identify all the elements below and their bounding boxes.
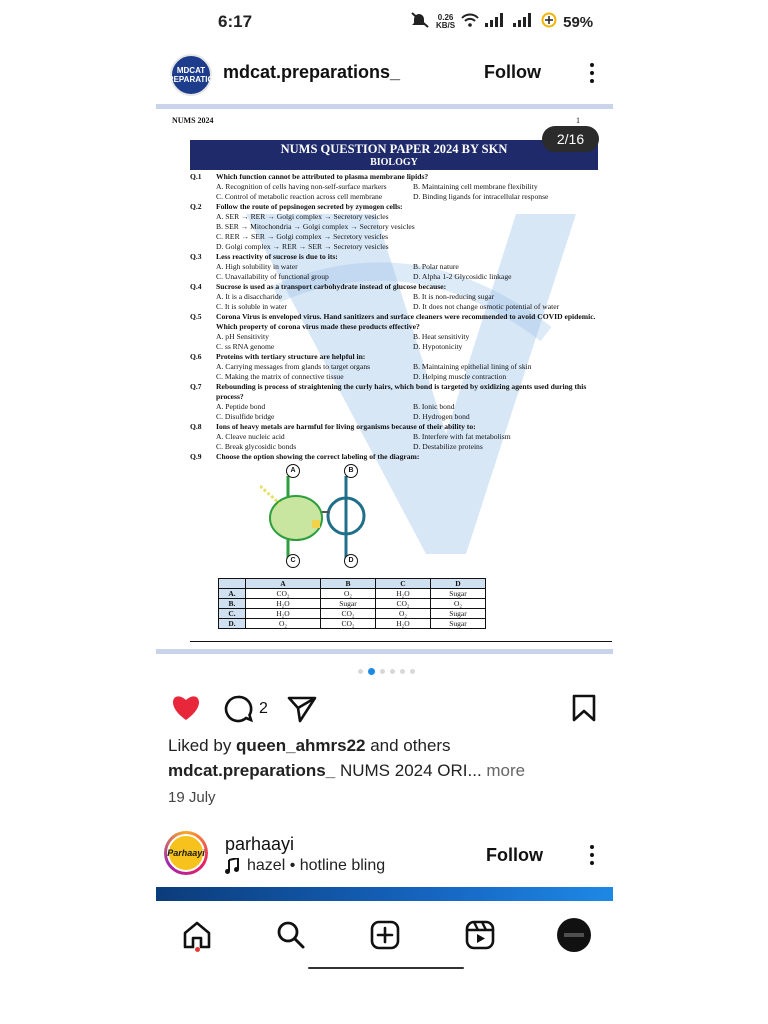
share-send-icon[interactable] bbox=[287, 695, 317, 728]
answer-table bbox=[218, 578, 486, 629]
question-text: Which function cannot be attributed to plasma membrane lipids? bbox=[216, 172, 429, 181]
question-list bbox=[190, 172, 610, 462]
table-row bbox=[219, 589, 486, 599]
answer-table-body bbox=[219, 589, 486, 629]
question-options bbox=[216, 292, 610, 312]
option-text: C. Break glycosidic bonds bbox=[216, 442, 297, 451]
question-number: Q.4 bbox=[190, 282, 202, 291]
likes-summary[interactable] bbox=[168, 736, 451, 756]
liked-user[interactable]: queen_ahmrs22 bbox=[236, 736, 366, 755]
carousel-dot bbox=[400, 669, 405, 674]
answer-table-header bbox=[219, 579, 486, 589]
table-cell: CO₂ bbox=[321, 609, 376, 619]
status-time: 6:17 bbox=[218, 12, 253, 31]
question-text: Less reactivity of sucrose is due to its: bbox=[216, 252, 338, 261]
option-text: A. It is a disaccharide bbox=[216, 292, 282, 301]
carousel-dot bbox=[390, 669, 395, 674]
table-cell: O₂ bbox=[321, 589, 376, 599]
question-item bbox=[190, 282, 610, 312]
question-item bbox=[190, 382, 610, 422]
table-header-cell: C bbox=[376, 579, 431, 589]
post-date: 19 July bbox=[168, 789, 216, 806]
option-text: D. Destabilize proteins bbox=[413, 442, 483, 451]
table-row-label: C. bbox=[219, 609, 246, 619]
mute-icon bbox=[410, 12, 430, 32]
network-speed bbox=[436, 14, 455, 30]
option-text: A. Carrying messages from glands to target organs bbox=[216, 362, 371, 371]
signal-icon bbox=[485, 13, 507, 31]
table-cell: CO₂ bbox=[321, 619, 376, 629]
paper-subject: BIOLOGY bbox=[370, 157, 418, 168]
diagram-label-b: B bbox=[344, 464, 358, 478]
question-options bbox=[216, 362, 610, 382]
question-item bbox=[190, 352, 610, 382]
question-number: Q.5 bbox=[190, 312, 202, 321]
home-notification-dot bbox=[195, 947, 200, 952]
table-cell: H₂O bbox=[246, 609, 321, 619]
table-cell: Sugar bbox=[321, 599, 376, 609]
table-cell: O₂ bbox=[246, 619, 321, 629]
option-text: C. Control of metabolic reaction across cell membrane bbox=[216, 192, 383, 201]
table-cell: Sugar bbox=[431, 619, 486, 629]
caption-more-link[interactable]: more bbox=[481, 761, 526, 780]
image-border-top bbox=[156, 104, 613, 109]
post-image[interactable] bbox=[156, 104, 613, 654]
next-author-avatar[interactable] bbox=[164, 831, 208, 875]
option-text: B. Ionic bond bbox=[413, 402, 455, 411]
question-text: Rebounding is process of straightening the curly hairs, which bond is targeted by oxidizing agents used during this process? bbox=[216, 382, 587, 401]
table-cell: O₂ bbox=[376, 609, 431, 619]
question-options bbox=[216, 432, 610, 452]
carousel-dot bbox=[368, 668, 375, 675]
photosynthesis-diagram bbox=[260, 468, 388, 568]
question-text: Ions of heavy metals are harmful for living organisms because of their ability to: bbox=[216, 422, 476, 431]
question-item bbox=[190, 312, 610, 352]
wifi-icon bbox=[461, 13, 479, 31]
bottom-navigation bbox=[0, 905, 768, 965]
carousel-dot bbox=[358, 669, 363, 674]
next-post-image-preview[interactable] bbox=[156, 887, 613, 901]
next-audio-track[interactable] bbox=[225, 857, 385, 875]
option-text: A. Peptide bond bbox=[216, 402, 266, 411]
battery-level: 59% bbox=[563, 13, 594, 31]
status-icons bbox=[410, 12, 593, 32]
option-text: B. Maintaining cell membrane flexibility bbox=[413, 182, 538, 191]
author-avatar[interactable] bbox=[162, 54, 220, 96]
table-row bbox=[219, 619, 486, 629]
question-options bbox=[216, 212, 610, 252]
option-text: D. Binding ligands for intracellular response bbox=[413, 192, 549, 201]
audio-title: hazel • hotline bling bbox=[247, 857, 386, 874]
search-icon[interactable] bbox=[273, 917, 309, 953]
question-text: Proteins with tertiary structure are helpful in: bbox=[216, 352, 366, 361]
option-text: C. Making the matrix of connective tissue bbox=[216, 372, 344, 381]
carousel-dots bbox=[358, 668, 415, 675]
author-name[interactable]: mdcat.preparations_ bbox=[223, 62, 401, 82]
option-text: D. Golgi complex → RER → SER → Secretory vesicles bbox=[216, 242, 389, 251]
table-header-cell: A bbox=[246, 579, 321, 589]
table-row bbox=[219, 599, 486, 609]
comment-button[interactable] bbox=[223, 694, 268, 724]
comment-count: 2 bbox=[259, 700, 268, 717]
image-border-bottom bbox=[156, 649, 613, 654]
question-number: Q.8 bbox=[190, 422, 202, 431]
question-options bbox=[216, 402, 610, 422]
table-header-cell: D bbox=[431, 579, 486, 589]
question-item bbox=[190, 202, 610, 252]
option-text: C. Disulfide bridge bbox=[216, 412, 275, 421]
table-cell: Sugar bbox=[431, 589, 486, 599]
carousel-dot bbox=[380, 669, 385, 674]
create-icon[interactable] bbox=[367, 917, 403, 953]
option-text: B. Polar nature bbox=[413, 262, 459, 271]
net-rate: 0.26 bbox=[437, 13, 454, 22]
post-caption[interactable] bbox=[168, 761, 525, 781]
table-header-cell: B bbox=[321, 579, 376, 589]
avatar-text: MDCAT PREPARATION bbox=[162, 66, 220, 84]
table-cell: H₂O bbox=[376, 619, 431, 629]
liked-suffix: and others bbox=[365, 736, 451, 755]
option-text: A. High solubility in water bbox=[216, 262, 298, 271]
home-indicator[interactable] bbox=[308, 967, 464, 969]
option-text: B. Heat sensitivity bbox=[413, 332, 470, 341]
question-number: Q.6 bbox=[190, 352, 202, 361]
table-row-label: D. bbox=[219, 619, 246, 629]
follow-button[interactable]: Follow bbox=[484, 62, 541, 82]
table-cell: CO₂ bbox=[376, 599, 431, 609]
status-bar bbox=[0, 0, 768, 46]
caption-author[interactable]: mdcat.preparations_ bbox=[168, 761, 336, 780]
music-note-icon bbox=[225, 858, 239, 874]
question-text: Follow the route of pepsinogen secreted by zymogen cells: bbox=[216, 202, 403, 211]
carousel-counter: 2/16 bbox=[542, 126, 599, 152]
option-text: C. It is soluble in water bbox=[216, 302, 287, 311]
comment-icon bbox=[223, 694, 253, 724]
question-text: Choose the option showing the correct labeling of the diagram: bbox=[216, 452, 420, 461]
table-row-label: A. bbox=[219, 589, 246, 599]
paper-page-number: 1 bbox=[576, 116, 580, 125]
net-unit: KB/S bbox=[436, 21, 456, 30]
option-text: A. Cleave nucleic acid bbox=[216, 432, 285, 441]
reels-icon[interactable] bbox=[462, 917, 498, 953]
option-text: D. Hydrogen bond bbox=[413, 412, 470, 421]
option-text: B. SER → Mitochondria → Golgi complex → Secretory vesicles bbox=[216, 222, 415, 231]
paper-head: NUMS 2024 bbox=[172, 116, 214, 125]
option-text: B. Interfere with fat metabolism bbox=[413, 432, 511, 441]
table-cell: Sugar bbox=[431, 609, 486, 619]
option-text: B. It is non-reducing sugar bbox=[413, 292, 495, 301]
option-text: A. pH Sensitivity bbox=[216, 332, 269, 341]
question-text: Corona Virus is enveloped virus. Hand sanitizers and surface cleaners were recommended to avoid COVID epidemic. Which property of corona virus made these products effective? bbox=[216, 312, 596, 331]
table-corner bbox=[219, 579, 246, 589]
diagram-label-d: D bbox=[344, 554, 358, 568]
diagram-label-a: A bbox=[286, 464, 300, 478]
option-text: D. Alpha 1-2 Glycosidic linkage bbox=[413, 272, 512, 281]
paper-divider bbox=[190, 641, 612, 642]
option-text: D. Helping muscle contraction bbox=[413, 372, 507, 381]
question-item bbox=[190, 252, 610, 282]
option-text: C. RER → SER → Golgi complex → Secretory vesicles bbox=[216, 232, 389, 241]
question-item bbox=[190, 422, 610, 452]
battery-saver-icon bbox=[541, 12, 557, 32]
option-text: A. SER → RER → Golgi complex → Secretory vesicles bbox=[216, 212, 389, 221]
question-item bbox=[190, 172, 610, 202]
caption-text: NUMS 2024 ORI... bbox=[335, 761, 482, 780]
question-number: Q.9 bbox=[190, 452, 202, 461]
question-number: Q.2 bbox=[190, 202, 202, 211]
table-cell: H₂O bbox=[376, 589, 431, 599]
question-number: Q.1 bbox=[190, 172, 202, 181]
table-cell: H₂O bbox=[246, 599, 321, 609]
next-follow-button[interactable]: Follow bbox=[486, 845, 543, 865]
more-options-icon[interactable] bbox=[590, 63, 594, 87]
profile-avatar[interactable] bbox=[556, 917, 592, 953]
question-text: Sucrose is used as a transport carbohydrate instead of glucose because: bbox=[216, 282, 447, 291]
bookmark-icon[interactable] bbox=[571, 694, 597, 727]
table-row bbox=[219, 609, 486, 619]
question-options bbox=[216, 262, 610, 282]
option-text: A. Recognition of cells having non-self-surface markers bbox=[216, 182, 387, 191]
question-number: Q.3 bbox=[190, 252, 202, 261]
table-cell: O₂ bbox=[431, 599, 486, 609]
option-text: C. ss RNA genome bbox=[216, 342, 275, 351]
like-heart-icon[interactable] bbox=[170, 693, 202, 726]
next-more-options-icon[interactable] bbox=[590, 845, 594, 869]
next-avatar-text: Parhaayi bbox=[167, 834, 205, 872]
table-row-label: B. bbox=[219, 599, 246, 609]
option-text: B. Maintaining epithelial lining of skin bbox=[413, 362, 532, 371]
option-text: C. Unavailability of functional group bbox=[216, 272, 329, 281]
question-options bbox=[216, 332, 610, 352]
table-cell: CO₂ bbox=[246, 589, 321, 599]
question-options bbox=[216, 182, 610, 202]
option-text: D. Hypotonicity bbox=[413, 342, 463, 351]
carousel-dot bbox=[410, 669, 415, 674]
question-number: Q.7 bbox=[190, 382, 202, 391]
paper-banner bbox=[190, 140, 598, 170]
paper-title: NUMS QUESTION PAPER 2024 BY SKN bbox=[280, 142, 508, 156]
question-item bbox=[190, 452, 610, 462]
option-text: D. It does not change osmotic potential of water bbox=[413, 302, 560, 311]
signal-icon-2 bbox=[513, 13, 535, 31]
liked-prefix: Liked by bbox=[168, 736, 237, 755]
diagram-label-c: C bbox=[286, 554, 300, 568]
next-author-name[interactable]: parhaayi bbox=[225, 834, 295, 854]
